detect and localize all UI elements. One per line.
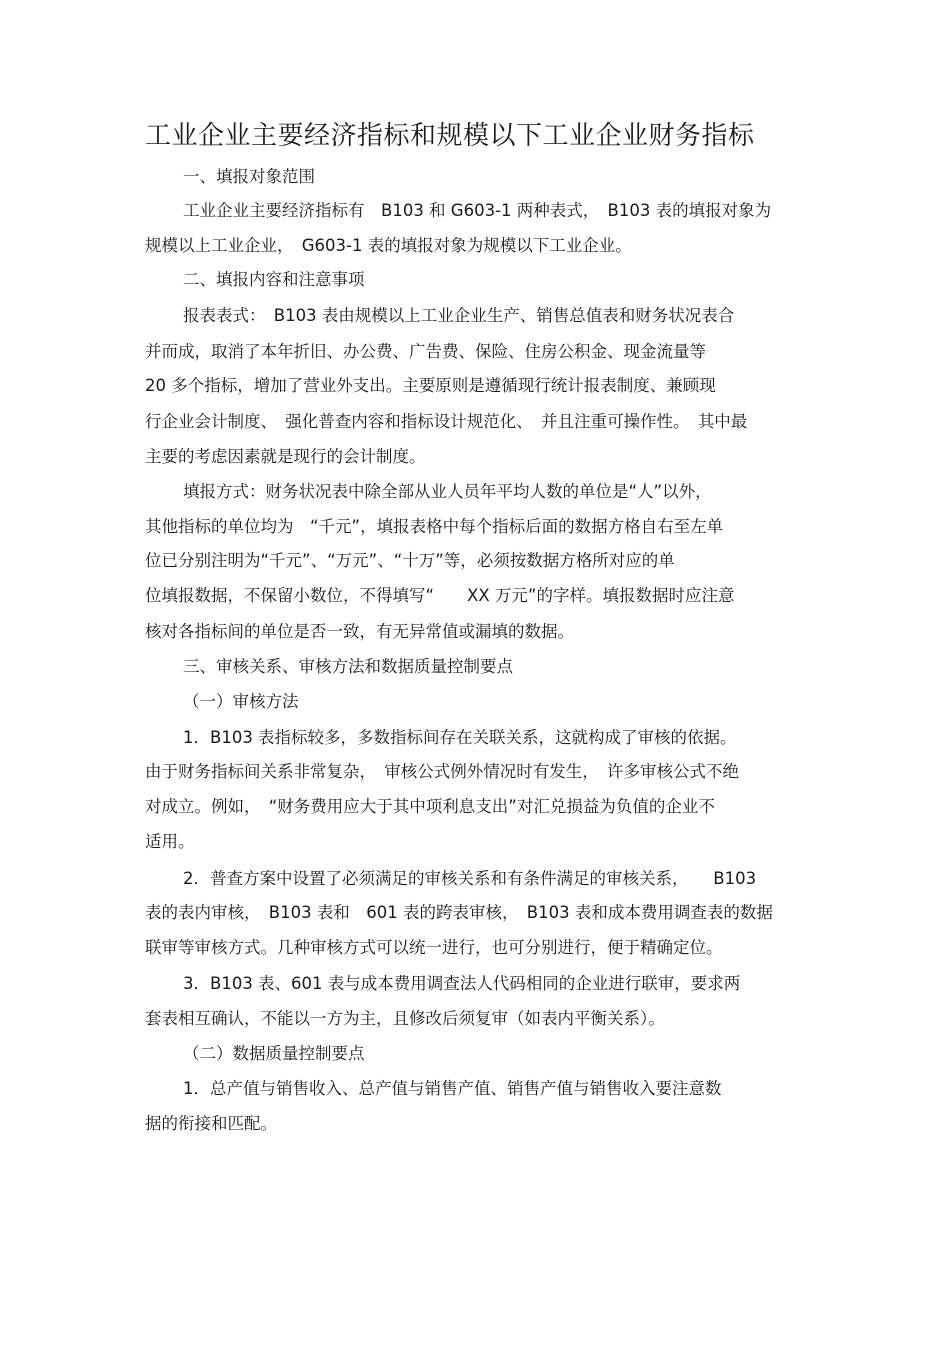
paragraph-line: 表的表内审核， B103 表和 601 表的跨表审核， B103 表和成本费用调查表的数据 <box>145 903 773 922</box>
subsection-heading-2: （二）数据质量控制要点 <box>183 1044 365 1063</box>
paragraph-line: 规模以上工业企业， G603-1 表的填报对象为规模以下工业企业。 <box>145 236 632 255</box>
paragraph-line: 适用。 <box>145 832 195 851</box>
paragraph-line: 工业企业主要经济指标有 B103 和 G603-1 两种表式， B103 表的填报对象为 <box>183 201 772 220</box>
section-heading-1: 一、填报对象范围 <box>183 167 315 186</box>
paragraph-line: 其他指标的单位均为 “千元”，填报表格中每个指标后面的数据方格自右至左单 <box>145 517 724 536</box>
paragraph-line: 位填报数据，不保留小数位，不得填写“ XX 万元”的字样。填报数据时应注意 <box>145 586 735 605</box>
paragraph-line: 由于财务指标间关系非常复杂， 审核公式例外情况时有发生， 许多审核公式不绝 <box>145 762 739 781</box>
paragraph-line: 20 多个指标，增加了营业外支出。主要原则是遵循现行统计报表制度、兼顾现 <box>145 376 716 395</box>
paragraph-line: 报表表式： B103 表由规模以上工业企业生产、销售总值表和财务状况表合 <box>183 306 735 325</box>
paragraph-line: 填报方式：财务状况表中除全部从业人员年平均人数的单位是“人”以外， <box>183 482 712 501</box>
paragraph-line: 主要的考虑因素就是现行的会计制度。 <box>145 447 426 466</box>
section-heading-2: 二、填报内容和注意事项 <box>183 270 365 289</box>
document-title: 工业企业主要经济指标和规模以下工业企业财务指标 <box>145 121 755 151</box>
paragraph-line: 核对各指标间的单位是否一致，有无异常值或漏填的数据。 <box>145 622 574 641</box>
paragraph-line: 1．B103 表指标较多，多数指标间存在关联关系，这就构成了审核的依据。 <box>183 728 737 747</box>
paragraph-line: 对成立。例如， “财务费用应大于其中项利息支出”对汇兑损益为负值的企业不 <box>145 797 715 816</box>
paragraph-line: 2．普查方案中设置了必须满足的审核关系和有条件满足的审核关系， B103 <box>183 869 757 888</box>
paragraph-line: 联审等审核方式。几种审核方式可以统一进行，也可分别进行，便于精确定位。 <box>145 938 723 957</box>
paragraph-line: 套表相互确认，不能以一方为主，且修改后须复审（如表内平衡关系）。 <box>145 1009 665 1028</box>
section-heading-3: 三、审核关系、审核方法和数据质量控制要点 <box>183 657 513 676</box>
paragraph-line: 1．总产值与销售收入、总产值与销售产值、销售产值与销售收入要注意数 <box>183 1079 722 1098</box>
subsection-heading-1: （一）审核方法 <box>183 692 299 711</box>
paragraph-line: 3．B103 表、601 表与成本费用调查法人代码相同的企业进行联审，要求两 <box>183 974 741 993</box>
paragraph-line: 行企业会计制度、 强化普查内容和指标设计规范化、 并且注重可操作性。 其中最 <box>145 412 748 431</box>
paragraph-line: 位已分别注明为“千元”、“万元”、“十万”等，必须按数据方格所对应的单 <box>145 551 675 570</box>
paragraph-line: 据的衔接和匹配。 <box>145 1114 277 1133</box>
paragraph-line: 并而成，取消了本年折旧、办公费、广告费、保险、住房公积金、现金流量等 <box>145 342 706 361</box>
